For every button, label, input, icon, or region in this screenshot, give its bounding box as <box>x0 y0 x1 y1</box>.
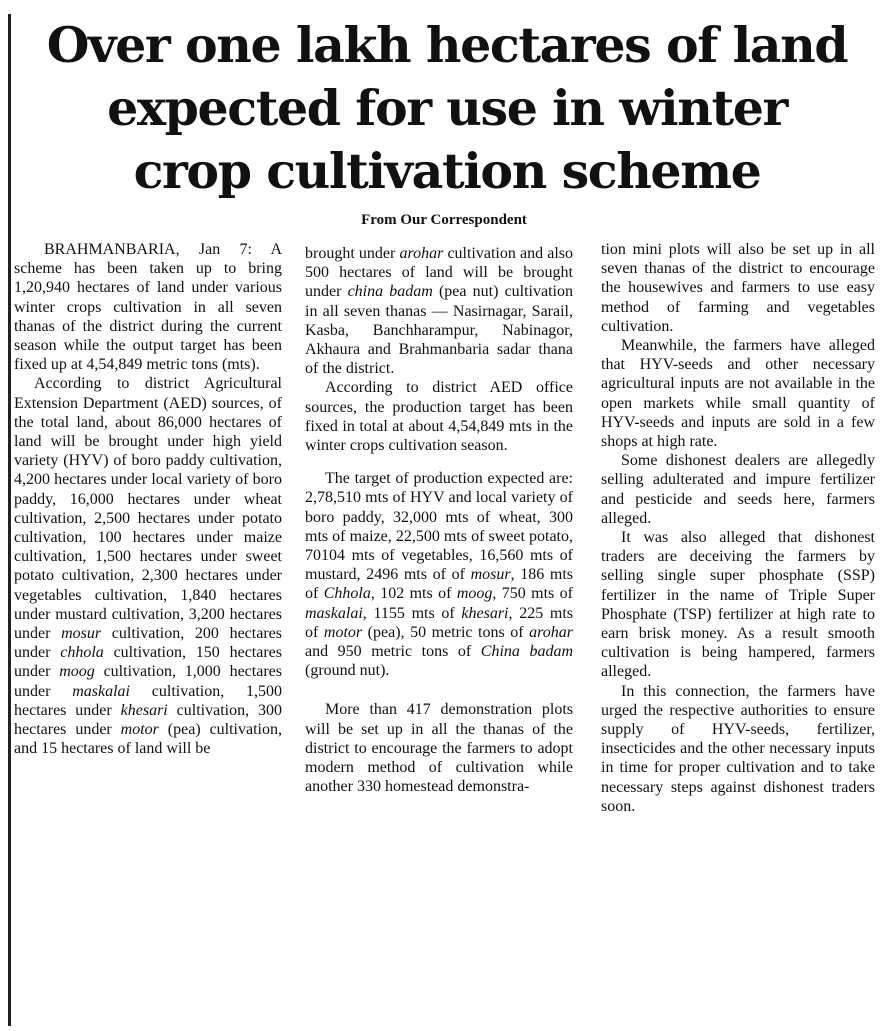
headline-line-3: crop cultivation scheme <box>133 142 761 200</box>
headline-line-2: expected for use in winter <box>107 79 787 137</box>
paragraph: Some dishonest dealers are allegedly selling adulterated and impure fertilizer and pesticide and seeds here, farmers alleged. <box>601 452 875 527</box>
headline-line-1: Over one lakh hectares of land <box>46 16 848 74</box>
paragraph: According to district AED office sources, the production target has been fixed in total at about 4,54,849 mts in the winter crops cultivation season. <box>305 379 573 455</box>
paragraph: According to district Agricultural Extension Department (AED) sources, of the total land, about 86,000 hectares of land will be brought under high yield variety (HYV) of boro paddy cultivation, 4,200 hectares under local variety of boro paddy, 16,000 hectares under wheat cultivation, 2,500 hectares under potato cultivation, 100 hectares under maize cultivation, 1,500 hectares under sweet potato cultivation, 2,300 hectares under vegetables cultivation, 1,840 hectares under mustard cultivation, 3,200 hectares under mosur cultivation, 200 hectares under chhola cultivation, 150 hectares under moog cultivation, 1,000 hectares under maskalai cultivation, 1,500 hectares under khesari cultivation, 300 hectares under motor (pea) cultivation, and 15 hectares of land will be <box>14 375 282 758</box>
paragraph: In this connection, the farmers have urged the respective authorities to ensure supply of HYV-seeds, fertilizer, insecticides and the other necessary inputs in time for proper cultivation and to take necessary steps against dishonest traders soon. <box>601 682 875 815</box>
article-column-1 <box>14 240 282 758</box>
paragraph: The target of production expected are: 2,78,510 mts of HYV and local variety of boro paddy, 32,000 mts of wheat, 300 mts of maize, 22,500 mts of sweet potato, 70104 mts of vegetables, 16,560 mts of mustard, 2496 mts of of mosur, 186 mts of Chhola, 102 mts of moog, 750 mts of maskalai, 1155 mts of khesari, 225 mts of motor (pea), 50 metric tons of arohar and 950 metric tons of China badam (ground nut). <box>305 470 574 680</box>
paragraph: Meanwhile, the farmers have alleged that HYV-seeds and other necessary agricultural inputs are not available in the open markets while small quantity of HYV-seeds and inputs are sold in a few shops at high rate. <box>601 337 875 451</box>
column-rule <box>8 14 11 1026</box>
article-column-2 <box>305 244 573 796</box>
paragraph: brought under arohar cultivation and also 500 hectares of land will be brought under china badam (pea nut) cultivation in all seven thanas — Nasirnagar, Sarail, Kasba, Banchharampur, Nabinagor, Akhaura and Brahmanbaria sadar thana of the district. <box>305 245 573 378</box>
paragraph: More than 417 demonstration plots will be set up in all the thanas of the district to encourage the farmers to adopt modern method of cultivation while another 330 homestead demonstra- <box>305 701 573 796</box>
paragraph: BRAHMANBARIA, Jan 7: A scheme has been taken up to bring 1,20,940 hectares of land under various winter crops cultivation in all seven thanas of the district during the current season while the output target has been fixed up at 4,54,849 metric tons (mts). <box>14 241 282 374</box>
paragraph: It was also alleged that dishonest traders are deceiving the farmers by selling single super phosphate (SSP) fertilizer in the name of Triple Super Phosphate (TSP) fertilizer at high rate to earn brisk money. As a result smooth cultivation is being hampered, farmers alleged. <box>601 529 875 681</box>
dateline: BRAHMANBARIA, Jan 7: <box>44 241 252 258</box>
headline <box>12 14 882 203</box>
article-column-3 <box>601 240 875 816</box>
paragraph: tion mini plots will also be set up in all seven thanas of the district to encourage the housewives and farmers to use easy method of farming and vegetables cultivation. <box>601 241 875 335</box>
byline: From Our Correspondent <box>361 212 527 228</box>
